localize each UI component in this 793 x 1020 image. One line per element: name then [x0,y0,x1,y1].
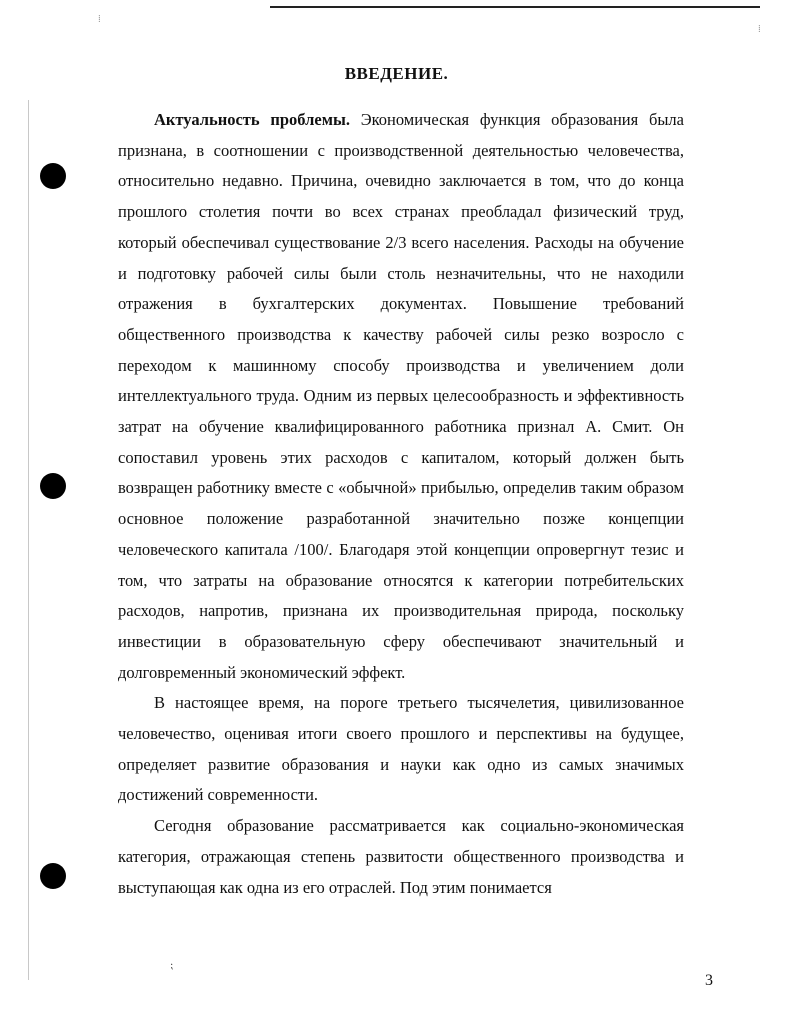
scan-top-rule [270,6,760,8]
punch-hole-icon [40,163,66,189]
scan-speck-icon: ⁞ [758,24,761,35]
paragraph-text: Экономическая функция образования была признана, в соотношении с производственной деятельностью человечества, относительно недавно. Причина, очевидно заключается в том, что до конца прошлого столетия почти во всех странах преобладал физический труд, который обеспечивал существование 2/3 всего населения. Расходы на обучение и подготовку рабочей силы были столь незначительны, что не находили отражения в бухгалтерских документах. Повышение требований общественного производства к качеству рабочей силы резко возросло с переходом к машинному способу производства и увеличением доли интеллектуального труда. Одним из первых целесообразность и эффективность затрат на обучение квалифицированного работника признал А. Смит. Он сопоставил уровень этих расходов с капиталом, который должен быть возвращен работнику вместе с «обычной» прибылью, определив таким образом основное положение разработанной значительно позже концепции человеческого капитала /100/. Благодаря этой концепции опровергнут тезис и том, что затраты на образование относятся к категории потребительских расходов, напротив, признана их производительная природа, поскольку инвестиции в образовательную сферу обеспечивают значительный и долговременный экономический эффект. [118,110,684,682]
page-number: 3 [705,972,713,989]
paragraph-2: В настоящее время, на пороге третьего тысячелетия, цивилизованное человечество, оценивая итоги своего прошлого и перспективы на будущее, определяет развитие образования и науки как одно из самых значимых достижений современности. [118,693,684,805]
paragraph-1 [118,105,684,688]
body-text [118,105,684,903]
scan-speck-icon: ⁞ [98,14,101,25]
scan-speck-icon: ⁏ [170,960,174,971]
punch-hole-icon [40,473,66,499]
paragraph-3: Сегодня образование рассматривается как социально-экономическая категория, отражающая степень развитости общественного производства и выступающая как одна из его отраслей. Под этим понимается [118,816,684,897]
page-title: ВВЕДЕНИЕ. [344,64,449,83]
binder-margin-line [28,100,29,980]
punch-hole-icon [40,863,66,889]
paragraph-lead: Актуальность проблемы. [154,110,350,129]
